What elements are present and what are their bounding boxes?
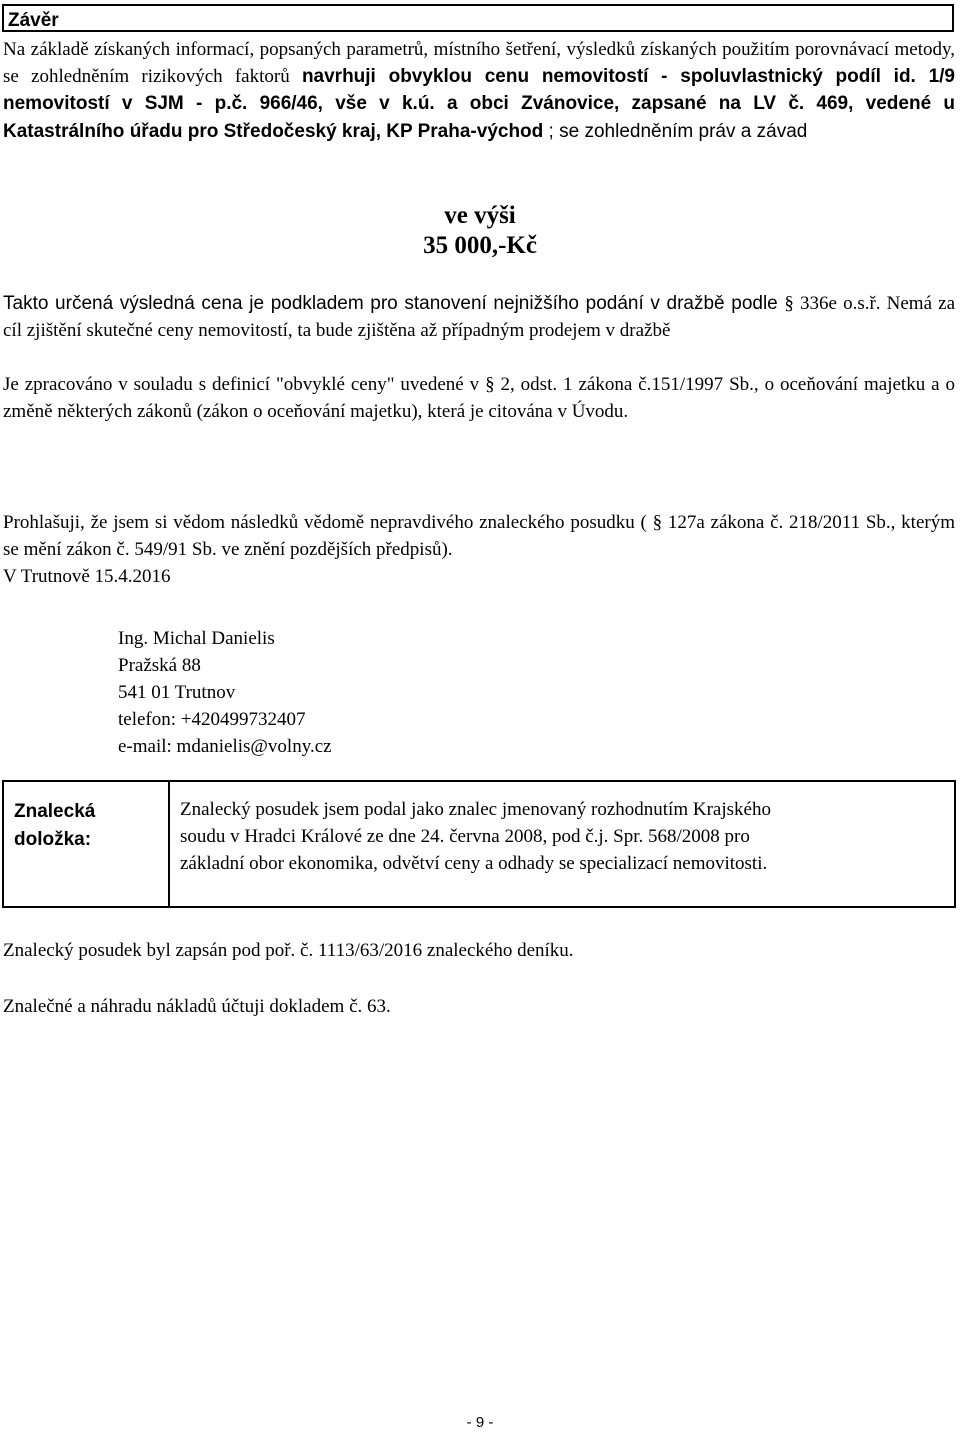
- signature-city: 541 01 Trutnov: [118, 682, 236, 703]
- signature-name: Ing. Michal Danielis: [118, 628, 275, 649]
- declaration-paragraph: [3, 509, 955, 591]
- declaration-text-start: Prohlašuji, že jsem si vědom následků vědomě nepravdivého znaleckého posudku (: [3, 512, 653, 533]
- fee-note: Znalečné a náhradu nákladů účtuji dokladem č. 63.: [3, 996, 391, 1017]
- compliance-text-start: Je zpracováno v souladu s definicí "obvyklé ceny" uvedené v: [3, 374, 486, 395]
- expert-clause-label: [14, 798, 95, 854]
- expert-clause-text-line: základní obor ekonomika, odvětví ceny a odhady se specializací nemovitosti.: [180, 853, 768, 874]
- place-date: V Trutnově 15.4.2016: [3, 566, 171, 588]
- compliance-paragraph: [3, 371, 955, 425]
- expert-clause-text: [180, 796, 940, 877]
- section-symbol: §: [652, 512, 663, 533]
- expert-clause-label-line: doložka:: [14, 829, 92, 850]
- registry-note: Znalecký posudek byl zapsán pod poř. č. 1113/63/2016 znaleckého deníku.: [3, 940, 574, 961]
- conclusion-intro: Na základě získaných informací, popsaných parametrů, místního šetření, výsledků získaných použitím porovnávací metody, se zohledněním rizikových faktorů: [3, 39, 955, 88]
- signature-block: [118, 625, 332, 760]
- conclusion-proposal: navrhuji obvyklou cenu nemovitostí - spoluvlastnický podíl id. 1/9 nemovitostí v SJM - p.č. 966/46, vše v k.ú. a obci Zvánovice, zapsané na LV č. 469, vedené u Katastrálního úřadu pro Středočeský kraj, KP Praha-východ: [3, 66, 955, 142]
- section-symbol: §: [784, 293, 794, 314]
- signature-street: Pražská 88: [118, 655, 201, 676]
- expert-clause-text-line: Znalecký posudek jsem podal jako znalec jmenovaný rozhodnutím Krajského: [180, 799, 771, 820]
- declaration-text-end: 127a zákona č. 218/2011 Sb., kterým se mění zákon č. 549/91 Sb. ve znění pozdějších předpisů).: [3, 512, 955, 561]
- section-heading-box: [2, 4, 954, 32]
- signature-email: e-mail: mdanielis@volny.cz: [118, 736, 332, 757]
- expert-clause-table: [2, 780, 956, 908]
- price-label: ve výši: [444, 202, 516, 229]
- price-value: 35 000,-Kč: [423, 232, 537, 259]
- table-divider: [168, 782, 170, 906]
- section-symbol: §: [485, 374, 495, 395]
- conclusion-paragraph: [3, 36, 955, 145]
- signature-phone: telefon: +420499732407: [118, 709, 306, 730]
- basis-paragraph: [3, 290, 955, 344]
- compliance-text-end: , o oceňování majetku a o změně některých zákonů (zákon o oceňování majetku), která je citována v Úvodu.: [3, 374, 955, 423]
- basis-text-start: Takto určená výsledná cena je podkladem pro stanovení nejnižšího podání v dražbě podle: [3, 293, 785, 314]
- expert-clause-label-line: Znalecká: [14, 801, 96, 822]
- section-title: Závěr: [8, 10, 59, 31]
- expert-clause-text-line: soudu v Hradci Králové ze dne 24. června 2008, pod č.j. Spr. 568/2008 pro: [180, 826, 750, 847]
- compliance-law-ref: 2, odst. 1 zákona č.151/1997 Sb.: [494, 374, 754, 395]
- conclusion-tail: ; se zohledněním práv a závad: [543, 120, 808, 142]
- basis-text-end: 336e o.s.ř. Nemá za cíl zjištění skutečné ceny nemovitostí, ta bude zjištěna až případným prodejem v dražbě: [3, 293, 955, 342]
- page-number: - 9 -: [466, 1414, 494, 1431]
